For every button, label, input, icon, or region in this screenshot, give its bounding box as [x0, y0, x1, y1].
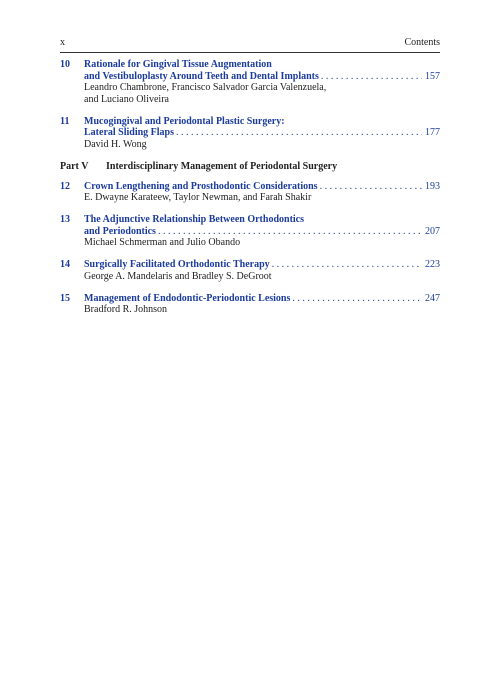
chapter-title-row: [84, 293, 440, 305]
page-number-link[interactable]: 193: [425, 180, 440, 192]
part-title: Interdisciplinary Management of Periodontal Surgery: [106, 160, 338, 172]
table-of-contents: [60, 59, 440, 326]
dot-leader: [292, 293, 422, 305]
page-number-link[interactable]: 223: [425, 259, 440, 270]
chapter-title-line[interactable]: The Adjunctive Relationship Between Orthodontics: [84, 214, 305, 225]
page-number-link[interactable]: 157: [425, 70, 440, 82]
chapter-title-line[interactable]: Crown Lengthening and Prosthodontic Considerations: [84, 180, 318, 192]
toc-entry[interactable]: [60, 116, 440, 151]
chapter-title-line[interactable]: Lateral Sliding Flaps: [84, 127, 175, 138]
page-number-link[interactable]: 207: [425, 225, 440, 237]
toc-entries-after-part: [60, 181, 440, 316]
chapter-title-line[interactable]: and Vestibuloplasty Around Teeth and Dental Implants: [84, 70, 319, 82]
chapter-number: 15: [60, 292, 70, 304]
toc-entry[interactable]: [60, 59, 440, 105]
running-head: [60, 37, 440, 49]
chapter-title-line[interactable]: Mucogingival and Periodontal Plastic Surgery:: [84, 115, 285, 127]
chapter-title-row: [84, 127, 440, 139]
toc-entries-before-part: [60, 59, 440, 150]
author-line: David H. Wong: [84, 138, 147, 150]
chapter-title-line[interactable]: and Periodontics: [84, 225, 156, 237]
chapter-title-line[interactable]: Rationale for Gingival Tissue Augmentation: [84, 59, 272, 70]
toc-entry[interactable]: [60, 259, 440, 282]
author-line: and Luciano Oliveira: [84, 93, 169, 105]
author-line: George A. Mandelaris and Bradley S. DeGroot: [84, 270, 272, 282]
chapter-title-row: [84, 181, 440, 193]
author-line: Bradford R. Johnson: [84, 304, 168, 315]
chapter-title-line[interactable]: Management of Endodontic-Periodontic Lesions: [84, 292, 291, 304]
toc-entry[interactable]: [60, 214, 440, 249]
page-number: x: [60, 37, 65, 48]
chapter-title-row: [84, 226, 440, 238]
chapter-number: 12: [60, 180, 70, 192]
dot-leader: [158, 226, 422, 238]
dot-leader: [320, 181, 422, 193]
chapter-title-row: [84, 259, 440, 271]
dot-leader: [272, 259, 422, 271]
author-line: Leandro Chambrone, Francisco Salvador Garcia Valenzuela,: [84, 82, 327, 93]
author-line: E. Dwayne Karateew, Taylor Newman, and Farah Shakir: [84, 192, 312, 203]
chapter-number: 14: [60, 259, 70, 270]
header-rule: [60, 52, 440, 53]
chapter-number: 10: [60, 59, 70, 70]
part-heading: [60, 161, 440, 173]
chapter-number: 11: [60, 115, 70, 127]
chapter-number: 13: [60, 214, 70, 225]
section-title: Contents: [404, 37, 440, 48]
dot-leader: [176, 127, 422, 139]
chapter-title-line[interactable]: Surgically Facilitated Orthodontic Therapy: [84, 259, 270, 270]
chapter-title-row: [84, 71, 440, 83]
dot-leader: [321, 71, 422, 83]
page-number-link[interactable]: 247: [425, 292, 440, 304]
page-number-link[interactable]: 177: [425, 127, 440, 138]
author-line: Michael Schmerman and Julio Obando: [84, 237, 241, 248]
toc-entry[interactable]: [60, 293, 440, 316]
toc-entry[interactable]: [60, 181, 440, 204]
part-label: Part V: [60, 160, 89, 172]
